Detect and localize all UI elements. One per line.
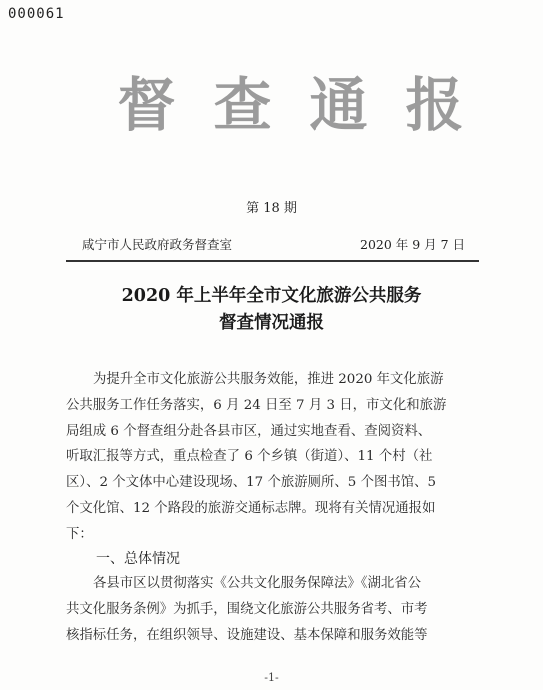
section-paragraph [66, 571, 492, 648]
paragraph-line: 共文化服务条例》为抓手，围绕文化旅游公共服务省考、市考 [66, 601, 428, 617]
paragraph-line: 听取汇报等方式，重点检查了 6 个乡镇（街道）、11 个村（社 [66, 449, 433, 465]
paragraph-line: 区）、2 个文体中心建设现场、17 个旅游厕所、5 个图书馆、5 [66, 475, 437, 491]
report-title [0, 283, 543, 337]
paragraph-line: 为提升全市文化旅游公共服务效能，推进 2020 年文化旅游 [93, 372, 444, 387]
issuing-office: 咸宁市人民政府政务督查室 [82, 237, 233, 252]
paragraph-line: 公共服务工作任务落实，6 月 24 日至 7 月 3 日，市文化和旅游 [66, 397, 447, 413]
issue-number: 第 18 期 [246, 201, 297, 216]
header-divider [66, 260, 479, 262]
report-title-line-2: 督查情况通报 [219, 313, 324, 333]
intro-paragraph [66, 367, 492, 548]
report-title-line-1: 2020 年上半年全市文化旅游公共服务 [121, 286, 422, 306]
issue-date: 2020 年 9 月 7 日 [360, 237, 466, 252]
masthead-title: 督查通报 [117, 71, 502, 139]
document-serial-number: 000061 [8, 6, 65, 22]
paragraph-line: 核指标任务，在组织领导、设施建设、基本保障和服务效能等 [66, 627, 428, 643]
paragraph-line: 下： [66, 526, 93, 542]
paragraph-line: 局组成 6 个督查组分赴各县市区，通过实地查看、查阅资料、 [66, 423, 432, 439]
page-number: -1- [264, 671, 279, 684]
paragraph-line: 个文化馆、12 个路段的旅游交通标志牌。现将有关情况通报如 [66, 500, 436, 516]
section-heading: 一、总体情况 [96, 551, 180, 567]
paragraph-line: 各县市区以贯彻落实《公共文化服务保障法》《湖北省公 [93, 576, 422, 591]
